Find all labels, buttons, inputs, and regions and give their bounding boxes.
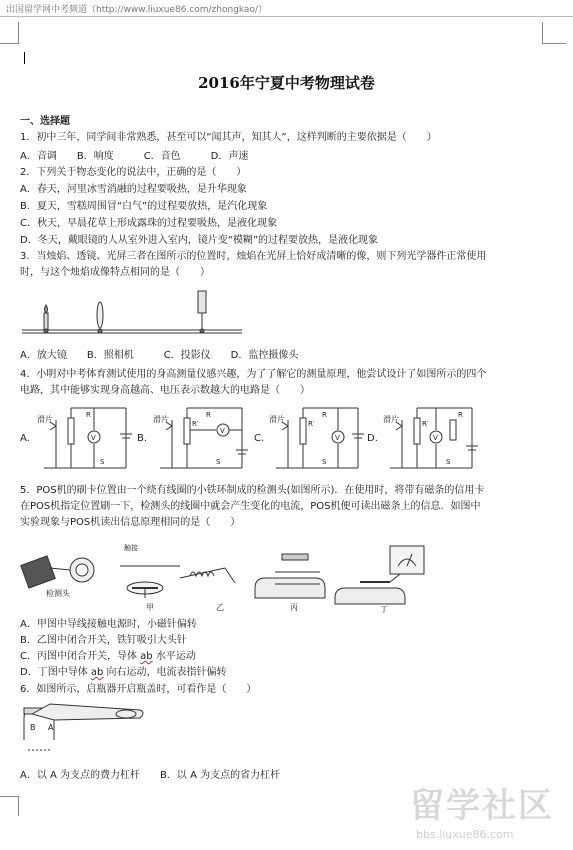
q4-circuit-a (34, 400, 134, 475)
q3-options: A．放大镜 B．照相机 C．投影仪 D．监控摄像头 (20, 350, 299, 361)
q4-label-b: B. (137, 433, 148, 444)
q5-touch-label: 触接 (124, 544, 138, 552)
q4a-v-label: V (91, 434, 96, 442)
q4d-s-label: S (446, 458, 451, 466)
q5-option-c-text: C．丙图中闭合开关，导体 (20, 651, 141, 662)
q4b-s-label: S (216, 458, 221, 466)
q5-option-d-rest: 向右运动，电流表指针偏转 (103, 667, 227, 678)
q2-stem: 2．下列关于物态变化的说法中，正确的是（ ） (20, 167, 247, 178)
q6-fig-b-label: B (30, 723, 36, 732)
q4d-rp-label: R′ (422, 420, 429, 428)
q1-stem: 1．初中三年，同学间非常熟悉，甚至可以“闻其声，知其人”，这样判断的主要依据是（ ） (20, 132, 437, 143)
q4b-r-label: R (206, 411, 211, 419)
q2-option-a: A．春天，河里冰雪消融的过程要吸热，是升华现象 (20, 184, 247, 195)
q4-label-a: A. (20, 433, 30, 444)
q5-stem-line2: 在POS机指定位置刷一下，检测头的线圈中就会产生变化的电流，POS机便可读出磁条上的信息．如图中 (20, 501, 481, 512)
q4c-rp-label: R′ (308, 420, 315, 428)
q5-option-d-ab: ab (90, 667, 104, 678)
q4b-v-label: V (220, 427, 225, 435)
q5-detect-label: 检测头 (46, 589, 70, 598)
q3-optical-bench-figure (22, 283, 242, 343)
watermark-logo (408, 778, 568, 848)
q5-stem-line3: 实验现象与POS机读出信息原理相同的是（ ） (20, 517, 241, 528)
q5-option-d (20, 666, 227, 680)
q4-stem-line1: 4．小明对中考体育测试使用的身高测量仪感兴趣，为了了解它的测量原理，他尝试设计了如图所示的四个 (20, 369, 487, 380)
q5-option-c (20, 650, 196, 664)
q5-jia-label: 甲 (146, 603, 154, 612)
q5-option-d-text: D．丁图中导体 (20, 667, 91, 678)
q4a-s-label: S (100, 458, 105, 466)
q5-stem-line1: 5．POS机的刷卡位置由一个绕有线圈的小铁环制成的检测头(如图所示)．在使用时，将带有磁条的信用卡 (20, 485, 485, 496)
q6-stem: 6．如图所示，启瓶器开启瓶盖时，可看作是（ ） (20, 684, 257, 695)
crop-mark-tl (18, 22, 19, 44)
q4c-s-label: S (322, 458, 327, 466)
crop-mark-bl (18, 796, 19, 816)
q1-options: A．音调 B．响度 C．音色 D．声速 (20, 151, 249, 162)
header-site-link[interactable]: 出国留学网中考频道（http://www.liuxue86.com/zhongkao/） (6, 5, 267, 15)
crop-mark-bl-h (0, 796, 19, 797)
q4-circuit-c (266, 400, 366, 475)
q4-circuit-b (150, 400, 250, 475)
q5-experiment-figures (20, 538, 440, 613)
q5-option-c-ab: ab (140, 651, 153, 662)
q4b-slider-label: 滑片 (153, 415, 169, 424)
crop-mark-tr (542, 22, 543, 44)
q2-option-d: D．冬天，戴眼镜的人从室外进入室内，镜片变“模糊”的过程要放热，是液化现象 (20, 235, 379, 246)
q6-fig-a-label: A (48, 723, 54, 732)
q4b-rp-label: R′ (192, 420, 199, 428)
q4-circuit-d (380, 400, 480, 475)
q2-option-b: B．夏天，雪糕周围冒“白气”的过程要放热，是汽化现象 (20, 201, 268, 212)
q5-bing-label: 丙 (290, 603, 298, 612)
q4a-slider-label: 滑片 (37, 415, 53, 424)
q5-option-c-rest: 水平运动 (152, 651, 196, 662)
watermark-main-text: 留学社区 (410, 786, 554, 826)
q3-stem-line2: 时，与这个烛焰成像特点相同的是（ ） (20, 267, 210, 278)
crop-mark-tr-h (542, 43, 566, 44)
text-cursor (24, 52, 25, 64)
q4c-r-label: R (322, 411, 327, 419)
q5-option-b: B．乙图中闭合开关，铁钉吸引大头针 (20, 635, 187, 646)
q4d-slider-label: 滑片 (383, 415, 399, 424)
q4d-v-label: V (433, 434, 438, 442)
section-heading: 一、选择题 (20, 116, 70, 127)
q3-stem-line1: 3．当烛焰、透镜、光屏三者在图所示的位置时，烛焰在光屏上恰好成清晰的像，则下列光学器件正常使用 (20, 251, 487, 262)
q6-options: A．以 A 为支点的费力杠杆 B．以 A 为支点的省力杠杆 (20, 770, 281, 781)
q4a-r-label: R (86, 411, 91, 419)
q5-yi-label: 乙 (216, 603, 224, 612)
page-title: 2016年宁夏中考物理试卷 (198, 74, 375, 92)
q5-ding-label: 丁 (380, 605, 388, 613)
watermark-url: bbs.liuxue86.com (416, 828, 514, 841)
q4-stem-line2: 电路，其中能够实现身高越高、电压表示数越大的电路是（ ） (20, 385, 310, 396)
q2-option-c: C．秋天，早晨花草上形成露珠的过程要吸热，是液化现象 (20, 218, 277, 229)
q4c-slider-label: 滑片 (269, 415, 285, 424)
crop-mark-tl-h (0, 43, 19, 44)
q5-option-a: A．甲图中导线接触电源时，小磁针偏转 (20, 619, 197, 630)
q4c-v-label: V (335, 434, 340, 442)
header-divider (0, 16, 573, 17)
q4-label-c: C. (254, 433, 265, 444)
q4-label-d: D. (367, 433, 378, 444)
q4d-r-label: R (458, 411, 463, 419)
q6-bottle-opener-figure (20, 700, 150, 762)
